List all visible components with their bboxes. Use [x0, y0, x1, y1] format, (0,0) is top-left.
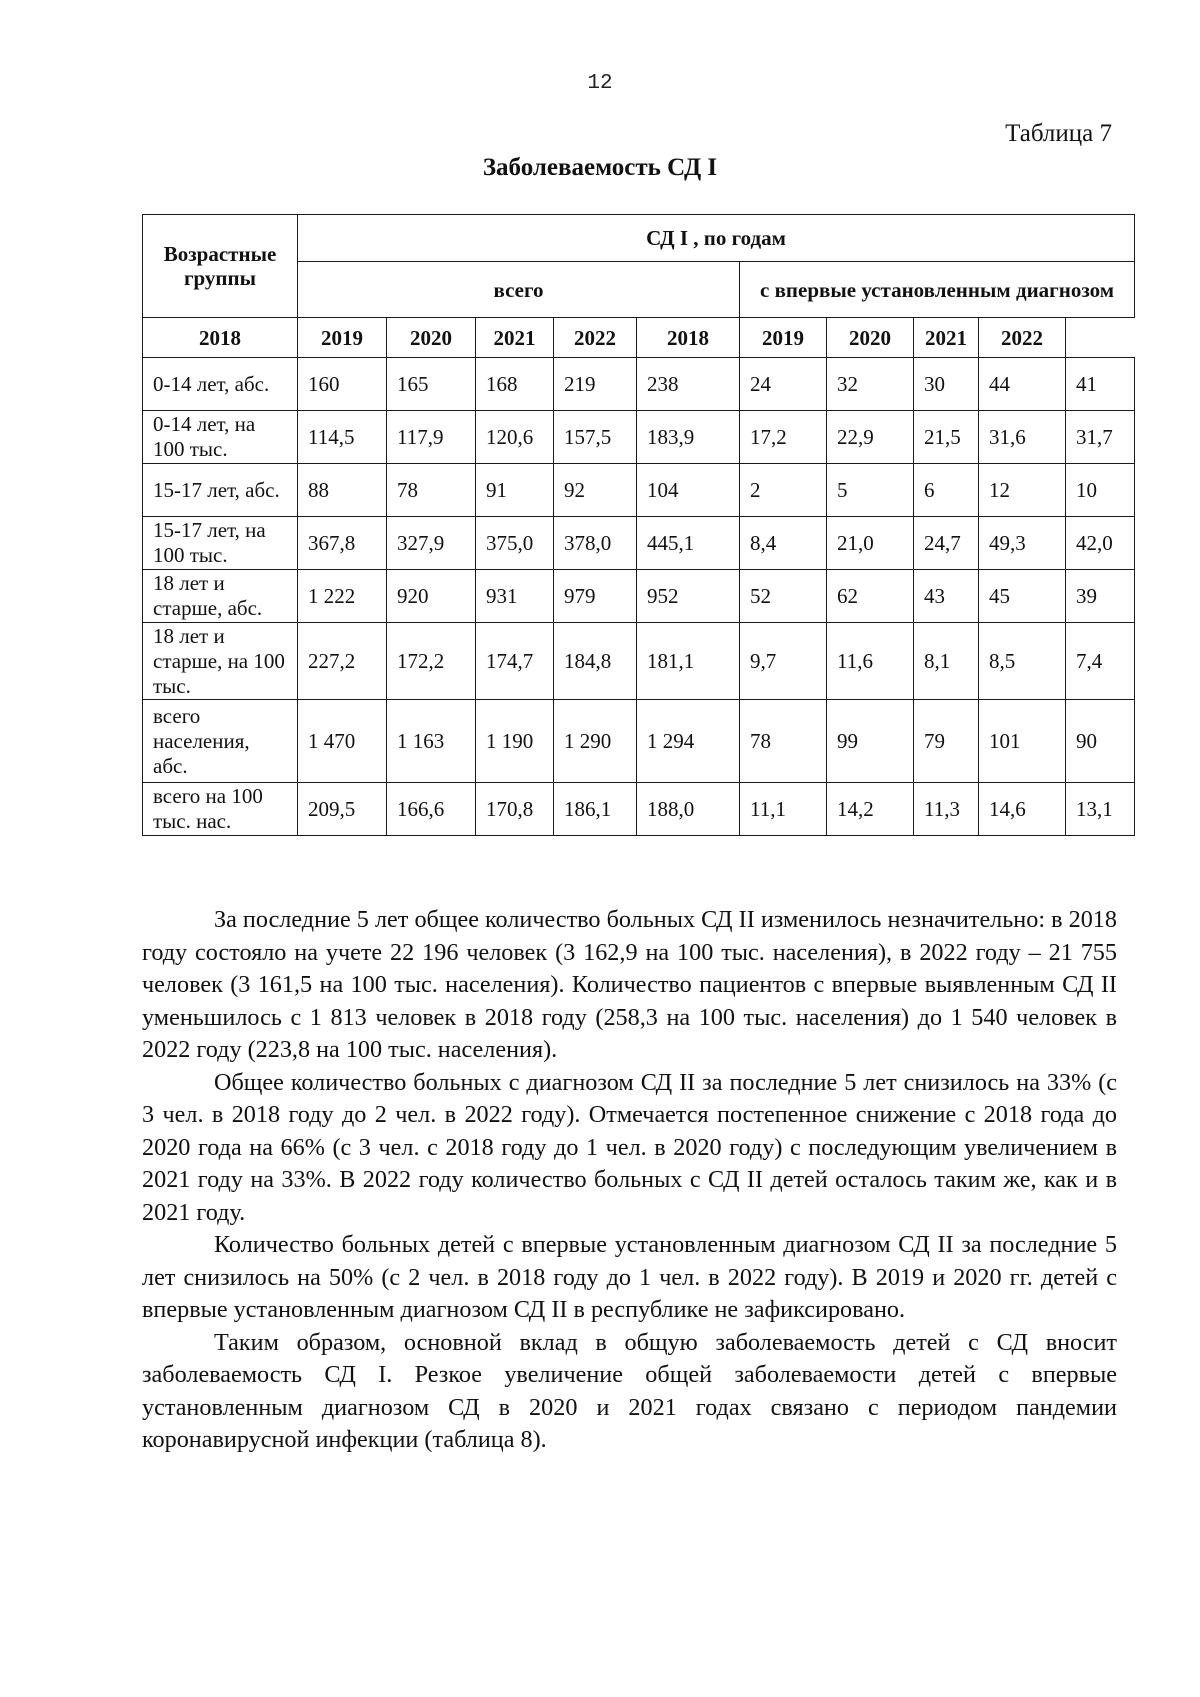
- row-label-cell: 0-14 лет, абс.: [143, 358, 298, 411]
- value-cell: 378,0: [554, 517, 637, 570]
- value-cell: 227,2: [298, 623, 387, 700]
- page-number: 12: [587, 72, 613, 95]
- value-cell: 31,7: [1066, 411, 1135, 464]
- table-body: [143, 358, 1135, 836]
- value-cell: 101: [979, 700, 1066, 783]
- value-cell: 952: [637, 570, 740, 623]
- value-cell: 21,0: [827, 517, 914, 570]
- value-cell: 160: [298, 358, 387, 411]
- value-cell: 22,9: [827, 411, 914, 464]
- table-row: [143, 623, 1135, 700]
- value-cell: 52: [740, 570, 827, 623]
- value-cell: 14,2: [827, 783, 914, 836]
- value-cell: 39: [1066, 570, 1135, 623]
- value-cell: 24,7: [914, 517, 979, 570]
- body-text: [142, 904, 1117, 1457]
- row-label-cell: 18 лет и старше, абс.: [143, 570, 298, 623]
- table-row: [143, 464, 1135, 517]
- group-header-cell: СД I , по годам: [298, 215, 1135, 262]
- table-row: [143, 358, 1135, 411]
- value-cell: 375,0: [476, 517, 554, 570]
- value-cell: 11,6: [827, 623, 914, 700]
- table-title: Заболеваемость СД I: [482, 154, 718, 181]
- value-cell: 1 163: [387, 700, 476, 783]
- year-header-cell: 2021: [914, 318, 979, 358]
- value-cell: 6: [914, 464, 979, 517]
- value-cell: 172,2: [387, 623, 476, 700]
- value-cell: 168: [476, 358, 554, 411]
- table-row: [143, 700, 1135, 783]
- row-label-cell: всего на 100 тыс. нас.: [143, 783, 298, 836]
- value-cell: 62: [827, 570, 914, 623]
- value-cell: 2: [740, 464, 827, 517]
- table-row: [143, 783, 1135, 836]
- value-cell: 327,9: [387, 517, 476, 570]
- value-cell: 31,6: [979, 411, 1066, 464]
- value-cell: 931: [476, 570, 554, 623]
- paragraph: За последние 5 лет общее количество больных СД II изменилось незначительно: в 2018 году состояло на учете 22 196 человек (3 162,9 на 100 тыс. населения), в 2022 году – 21 755 человек (3 161,5 на 100 тыс. населения). Количество пациентов с впервые выявленным СД II уменьшилось с 1 813 человек в 2018 году (258,3 на 100 тыс. населения) до 1 540 человек в 2022 году (223,8 на 100 тыс. населения).: [142, 906, 1117, 1063]
- value-cell: 78: [387, 464, 476, 517]
- value-cell: 10: [1066, 464, 1135, 517]
- value-cell: 114,5: [298, 411, 387, 464]
- value-cell: 166,6: [387, 783, 476, 836]
- value-cell: 1 222: [298, 570, 387, 623]
- value-cell: 188,0: [637, 783, 740, 836]
- row-label-cell: 0-14 лет, на 100 тыс.: [143, 411, 298, 464]
- paragraph: Таким образом, основной вклад в общую заболеваемость детей с СД вносит заболеваемость СД I. Резкое увеличение общей заболеваемости детей с впервые установленным диагнозом СД в 2020 и 2021 годах связано с периодом пандемии коронавирусной инфекции (таблица 8).: [142, 1328, 1117, 1453]
- value-cell: 104: [637, 464, 740, 517]
- row-header-cell: Возрастные группы: [143, 215, 298, 318]
- year-header-cell: 2019: [298, 318, 387, 358]
- value-cell: 41: [1066, 358, 1135, 411]
- year-header-cell: 2022: [554, 318, 637, 358]
- incidence-table: [142, 214, 1135, 836]
- table-row: [143, 517, 1135, 570]
- subheader-new-diagnosis: с впервые установленным диагнозом: [740, 262, 1135, 318]
- paragraph: Общее количество больных с диагнозом СД II за последние 5 лет снизилось на 33% (с 3 чел. в 2018 году до 2 чел. в 2022 году). Отмечается постепенное снижение с 2018 года до 2020 года на 66% (с 3 чел. с 2018 году до 1 чел. в 2020 году) с последующим увеличением в 2021 году на 33%. В 2022 году количество больных с СД II детей осталось таким же, как и в 2021 году.: [142, 1068, 1117, 1226]
- value-cell: 1 294: [637, 700, 740, 783]
- value-cell: 21,5: [914, 411, 979, 464]
- year-header-cell: 2018: [143, 318, 298, 358]
- value-cell: 209,5: [298, 783, 387, 836]
- value-cell: 186,1: [554, 783, 637, 836]
- year-header-cell: 2022: [979, 318, 1066, 358]
- value-cell: 1 470: [298, 700, 387, 783]
- value-cell: 30: [914, 358, 979, 411]
- row-label-cell: всего населения, абс.: [143, 700, 298, 783]
- value-cell: 8,5: [979, 623, 1066, 700]
- value-cell: 42,0: [1066, 517, 1135, 570]
- value-cell: 1 190: [476, 700, 554, 783]
- value-cell: 165: [387, 358, 476, 411]
- subheader-total: всего: [298, 262, 740, 318]
- value-cell: 12: [979, 464, 1066, 517]
- value-cell: 120,6: [476, 411, 554, 464]
- value-cell: 5: [827, 464, 914, 517]
- value-cell: 7,4: [1066, 623, 1135, 700]
- table-row: [143, 411, 1135, 464]
- year-header-row: [143, 318, 1135, 358]
- value-cell: 238: [637, 358, 740, 411]
- row-label-cell: 18 лет и старше, на 100 тыс.: [143, 623, 298, 700]
- value-cell: 11,3: [914, 783, 979, 836]
- value-cell: 9,7: [740, 623, 827, 700]
- value-cell: 90: [1066, 700, 1135, 783]
- value-cell: 445,1: [637, 517, 740, 570]
- table-label: Таблица 7: [1005, 120, 1112, 147]
- row-label-cell: 15-17 лет, на 100 тыс.: [143, 517, 298, 570]
- value-cell: 88: [298, 464, 387, 517]
- value-cell: 79: [914, 700, 979, 783]
- value-cell: 8,4: [740, 517, 827, 570]
- year-header-cell: 2019: [740, 318, 827, 358]
- value-cell: 45: [979, 570, 1066, 623]
- value-cell: 117,9: [387, 411, 476, 464]
- year-header-cell: 2020: [827, 318, 914, 358]
- value-cell: 78: [740, 700, 827, 783]
- value-cell: 979: [554, 570, 637, 623]
- value-cell: 184,8: [554, 623, 637, 700]
- value-cell: 13,1: [1066, 783, 1135, 836]
- paragraph: Количество больных детей с впервые установленным диагнозом СД II за последние 5 лет снизилось на 50% (с 2 чел. в 2018 году до 1 чел. в 2022 году). В 2019 и 2020 гг. детей с впервые установленным диагнозом СД II в республике не зафиксировано.: [142, 1231, 1117, 1323]
- value-cell: 181,1: [637, 623, 740, 700]
- value-cell: 170,8: [476, 783, 554, 836]
- value-cell: 14,6: [979, 783, 1066, 836]
- value-cell: 43: [914, 570, 979, 623]
- value-cell: 157,5: [554, 411, 637, 464]
- value-cell: 11,1: [740, 783, 827, 836]
- value-cell: 17,2: [740, 411, 827, 464]
- value-cell: 24: [740, 358, 827, 411]
- value-cell: 49,3: [979, 517, 1066, 570]
- value-cell: 92: [554, 464, 637, 517]
- value-cell: 44: [979, 358, 1066, 411]
- value-cell: 183,9: [637, 411, 740, 464]
- value-cell: 32: [827, 358, 914, 411]
- table-row: [143, 570, 1135, 623]
- value-cell: 174,7: [476, 623, 554, 700]
- value-cell: 1 290: [554, 700, 637, 783]
- value-cell: 99: [827, 700, 914, 783]
- value-cell: 8,1: [914, 623, 979, 700]
- row-label-cell: 15-17 лет, абс.: [143, 464, 298, 517]
- value-cell: 920: [387, 570, 476, 623]
- year-header-cell: 2021: [476, 318, 554, 358]
- value-cell: 219: [554, 358, 637, 411]
- year-header-cell: 2020: [387, 318, 476, 358]
- year-header-cell: 2018: [637, 318, 740, 358]
- value-cell: 367,8: [298, 517, 387, 570]
- value-cell: 91: [476, 464, 554, 517]
